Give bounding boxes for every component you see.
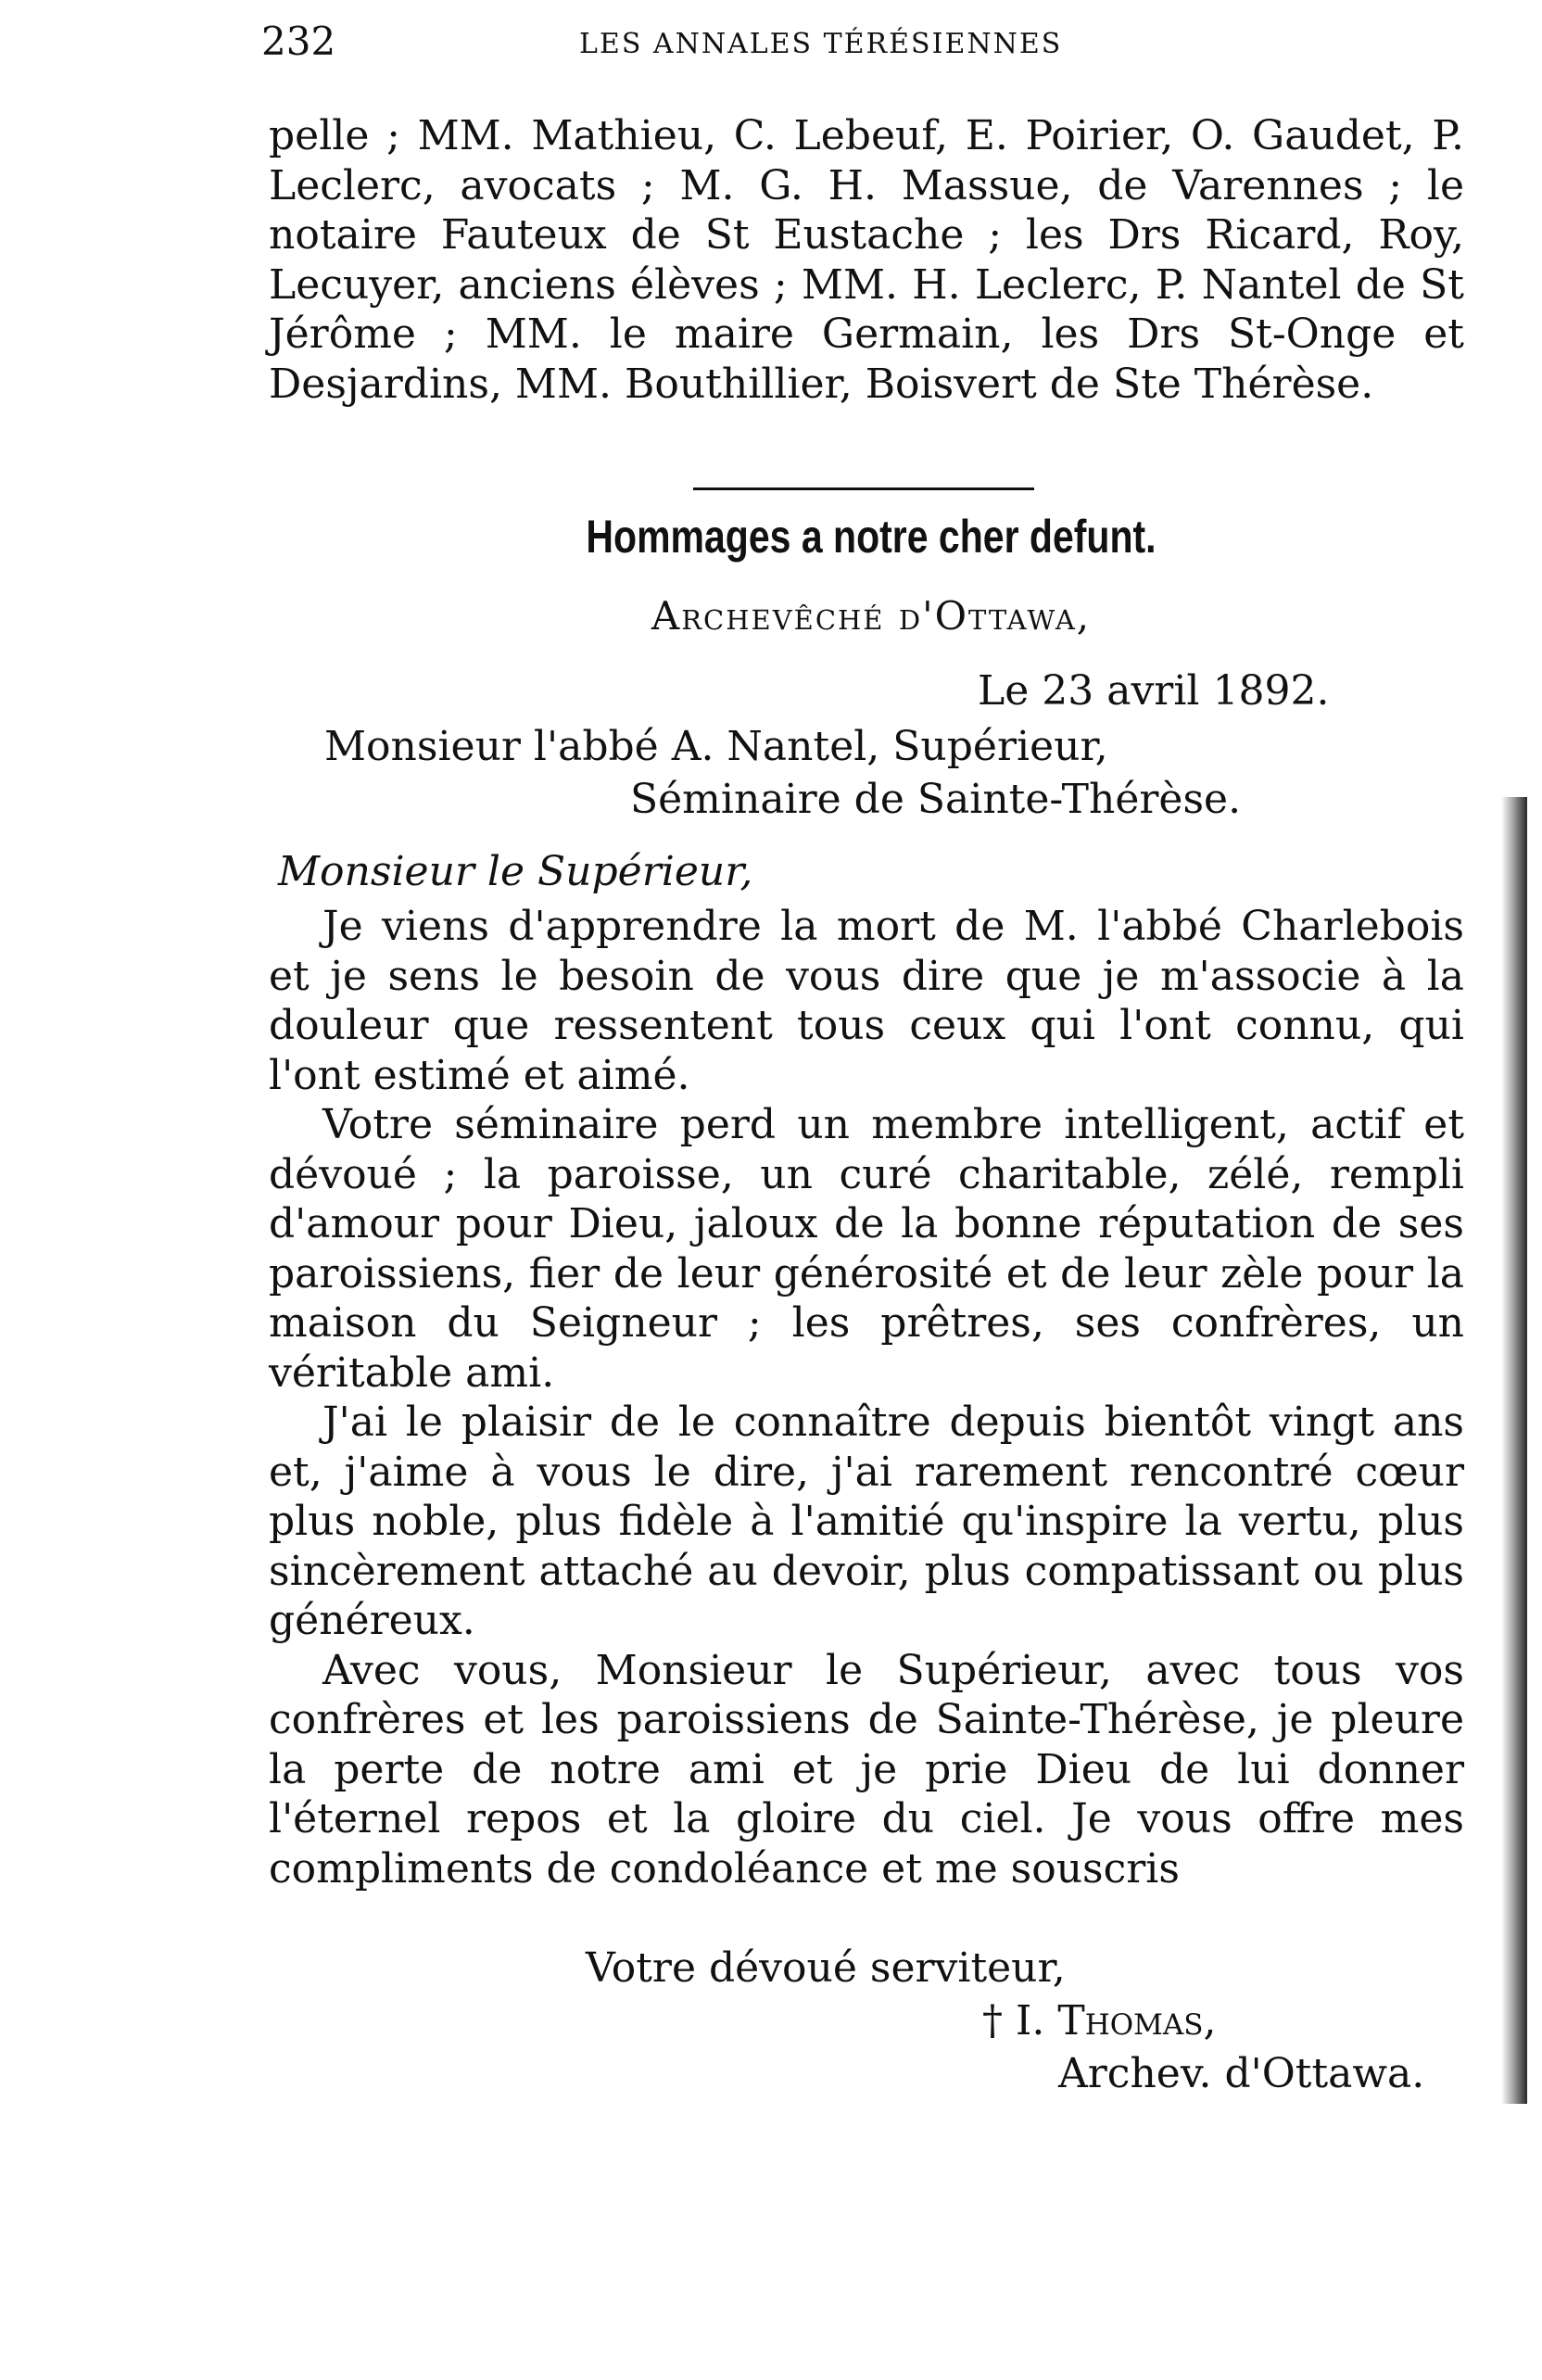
signature-name: † I. Thomas, bbox=[982, 1997, 1217, 2045]
signature-title: Archev. d'Ottawa. bbox=[1058, 2050, 1425, 2097]
letter-paragraph: Votre séminaire perd un membre intelligent, actif et dévoué ; la paroisse, un curé charitable, zélé, rempli d'amour pour Dieu, jaloux de la bonne réputation de ses paroissiens, fier de leur générosité et de leur zèle pour la maison du Seigneur ; les prêtres, ses confrères, un véritable ami. bbox=[269, 1101, 1464, 1397]
letter-recipient-line-1: Monsieur l'abbé A. Nantel, Supérieur, bbox=[324, 723, 1108, 770]
letter-date: Le 23 avril 1892. bbox=[978, 667, 1330, 715]
letter-paragraph: J'ai le plaisir de le connaître depuis bientôt vingt ans et, j'aime à vous le dire, j'ai rarement rencontré cœur plus noble, plus fidèle à l'amitié qu'inspire la vertu, plus sincèrement attaché au devoir, plus compatissant ou plus généreux. bbox=[269, 1399, 1464, 1644]
running-head: LES ANNALES TÉRÉSIENNES bbox=[579, 28, 1063, 60]
letter-body bbox=[269, 902, 1464, 1893]
letter-closing: Votre dévoué serviteur, bbox=[586, 1944, 1066, 1992]
section-divider-rule bbox=[693, 487, 1034, 490]
page-edge-shadow bbox=[1501, 797, 1527, 2104]
section-title: Hommages a notre cher defunt. bbox=[586, 511, 1156, 563]
letter-sender: Archevêché d'Ottawa, bbox=[651, 593, 1092, 639]
letter-salutation: Monsieur le Supérieur, bbox=[278, 848, 753, 895]
letter-paragraph: Je viens d'apprendre la mort de M. l'abbé Charlebois et je sens le besoin de vous dire que je m'associe à la douleur que ressentent tous ceux qui l'ont connu, qui l'ont estimé et aimé. bbox=[269, 903, 1464, 1099]
letter-paragraph: Avec vous, Monsieur le Supérieur, avec tous vos confrères et les paroissiens de Sainte-Thérèse, je pleure la perte de notre ami et je prie Dieu de lui donner l'éternel repos et la gloire du ciel. Je vous offre mes compliments de condoléance et me souscris bbox=[269, 1646, 1464, 1893]
intro-text-block bbox=[269, 111, 1464, 409]
letter-recipient-line-2: Séminaire de Sainte-Thérèse. bbox=[630, 776, 1242, 823]
page-number: 232 bbox=[261, 19, 336, 64]
intro-paragraph: pelle ; MM. Mathieu, C. Lebeuf, E. Poirier, O. Gaudet, P. Leclerc, avocats ; M. G. H. Massue, de Varennes ; le notaire Fauteux de St Eustache ; les Drs Ricard, Roy, Lecuyer, anciens élèves ; MM. H. Leclerc, P. Nantel de St Jérôme ; MM. le maire Germain, les Drs St-Onge et Desjardins, MM. Bouthillier, Boisvert de Ste Thérèse. bbox=[269, 112, 1464, 408]
